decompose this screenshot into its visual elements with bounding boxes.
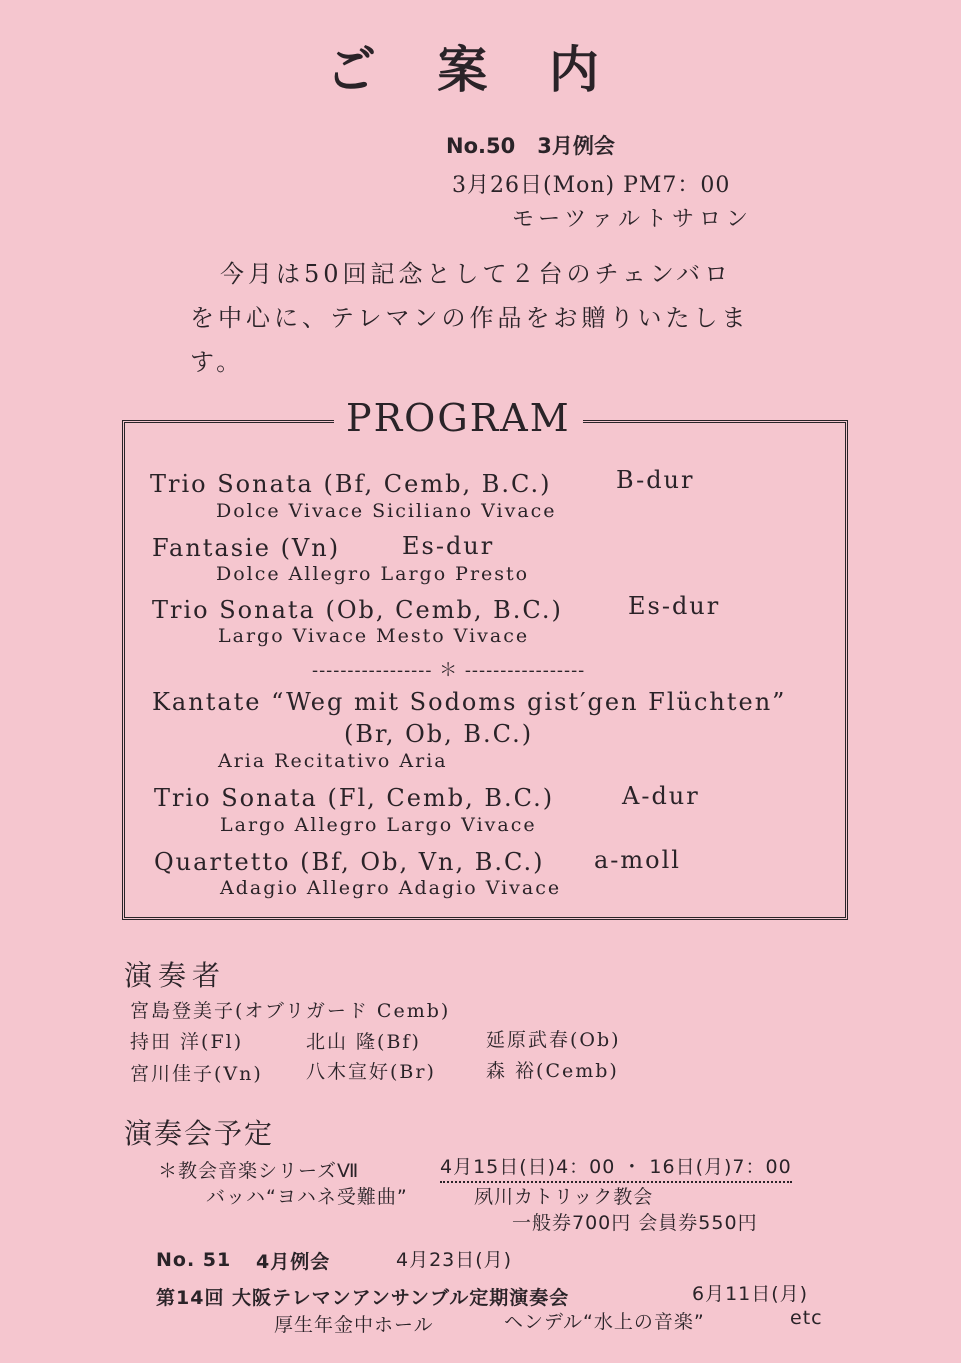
next-issue-label: 4月例会 (256, 1251, 331, 1273)
program-item-title: Quartetto (Bf, Ob, Vn, B.C.) (154, 848, 545, 876)
performer-name: 持田 洋(Fl) (130, 1031, 244, 1053)
series-dates: 4月15日(日)4：00 ・ 16日(月)7：00 (440, 1152, 792, 1183)
ticket-prices: 一般券700円 会員券550円 (512, 1212, 758, 1234)
intro-text: 今月は50回記念として２台のチェンバロを中心に、テレマンの作品をお贈りいたします。 (190, 260, 750, 376)
regular-concert-etc: etc (790, 1307, 823, 1329)
regular-concert-date: 6月11日(月) (692, 1283, 809, 1305)
regular-concert-program: ヘンデル“水上の音楽” (504, 1311, 705, 1333)
program-item-title: Trio Sonata (Bf, Cemb, B.C.) (150, 470, 552, 498)
issue-label: 3月例会 (537, 134, 615, 158)
program-item-movements: Dolce Allegro Largo Presto (216, 563, 530, 585)
program-item-key: a-moll (594, 846, 681, 874)
performer-line: 宮島登美子(オブリガード Cemb) (130, 1000, 451, 1022)
program-item-key: (Br, Ob, B.C.) (344, 720, 534, 748)
program-item-key: Es-dur (402, 532, 495, 560)
issue-number: No.50 (446, 134, 516, 158)
performer-name: 森 裕(Cemb) (486, 1060, 619, 1082)
program-item-key: B-dur (616, 466, 695, 494)
performer-name: 延原武春(Ob) (486, 1029, 621, 1051)
program-item-movements: Dolce Vivace Siciliano Vivace (216, 500, 557, 522)
program-item-movements: Adagio Allegro Adagio Vivace (220, 877, 562, 899)
next-issue-number: No. 51 (156, 1249, 232, 1271)
program-heading: PROGRAM (334, 396, 583, 440)
program-item-title: Fantasie (Vn) (152, 534, 341, 562)
program-item-title: Trio Sonata (Fl, Cemb, B.C.) (154, 784, 555, 812)
performer-name: 宮川佳子(Vn) (130, 1063, 263, 1085)
intro-paragraph (190, 252, 750, 384)
event-venue: モーツァルトサロン (512, 207, 754, 232)
performers-heading: 演奏者 (124, 959, 227, 992)
performer-name: 八木宣好(Br) (306, 1061, 436, 1083)
performer-name: 北山 隆(Bf) (306, 1031, 421, 1053)
page-title: ご 案 内 (326, 41, 621, 99)
program-item-key: Es-dur (628, 592, 721, 620)
program-item-movements: Largo Allegro Largo Vivace (220, 814, 537, 836)
schedule-heading: 演奏会予定 (124, 1117, 275, 1150)
series-program: バッハ“ヨハネ受難曲” (206, 1186, 408, 1208)
issue-line (446, 130, 615, 160)
program-separator: ----------------- ＊ ----------------- (312, 660, 586, 681)
program-item-title: Trio Sonata (Ob, Cemb, B.C.) (152, 596, 563, 624)
program-item-movements: Largo Vivace Mesto Vivace (218, 625, 530, 647)
program-item-title: Kantate “Weg mit Sodoms gist′gen Flüchten” (152, 688, 787, 716)
regular-concert-title: 第14回 大阪テレマンアンサンブル定期演奏会 (156, 1287, 570, 1309)
event-datetime: 3月26日(Mon) PM7：00 (452, 173, 731, 198)
series-label: ＊教会音楽シリーズⅦ (158, 1160, 360, 1182)
program-item-movements: Aria Recitativo Aria (218, 750, 448, 772)
series-venue: 夙川カトリック教会 (474, 1186, 654, 1208)
next-issue-date: 4月23日(月) (396, 1249, 513, 1271)
program-item-key: A-dur (622, 782, 700, 810)
regular-concert-venue: 厚生年金中ホール (274, 1314, 434, 1336)
